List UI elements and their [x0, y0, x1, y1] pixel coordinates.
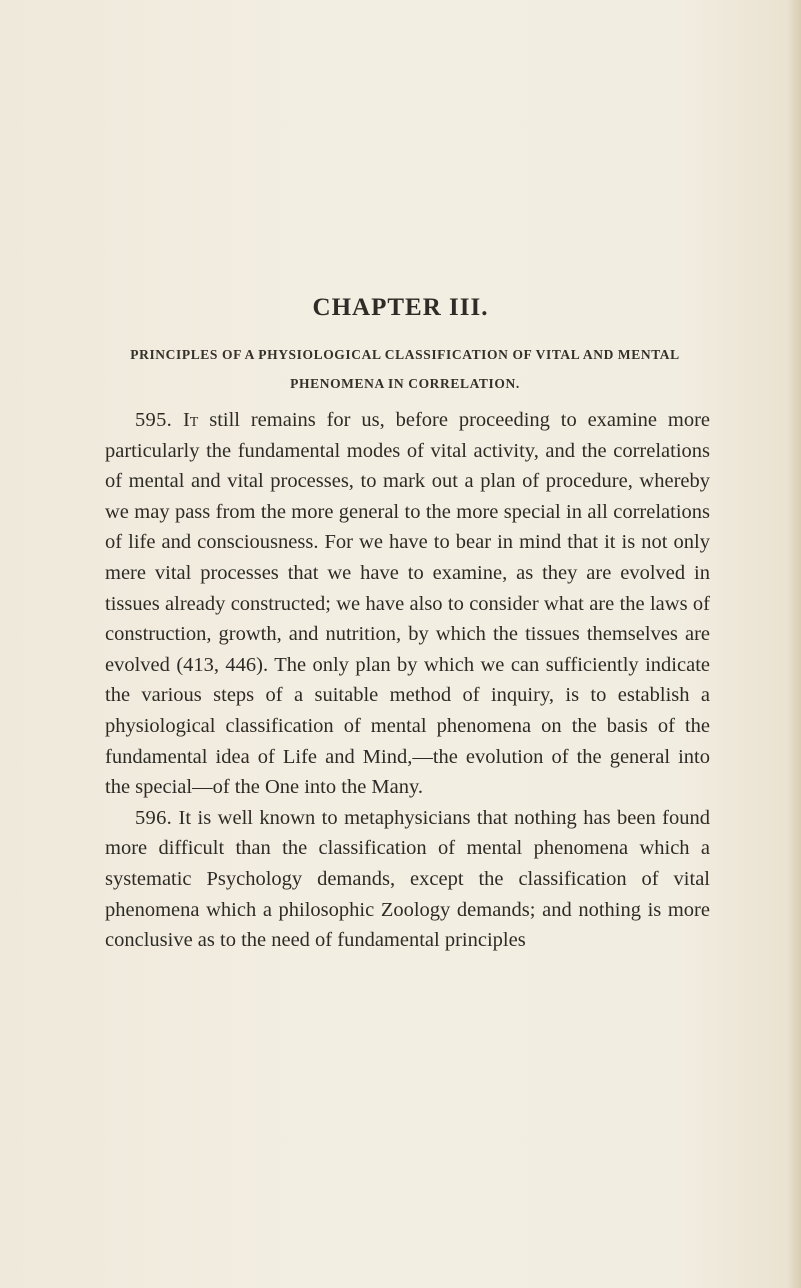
section-heading: PRINCIPLES OF A PHYSIOLOGICAL CLASSIFICATION OF VITAL AND MENTAL PHENOMENA IN CORRELATION.	[130, 347, 680, 391]
paragraph-number: 595.	[135, 409, 173, 431]
page-edge-shadow	[787, 0, 801, 1288]
paragraph-number: 596.	[135, 806, 173, 829]
paragraph-lead-word: It	[182, 409, 199, 431]
paragraph-595	[105, 405, 710, 803]
body-text	[105, 405, 710, 956]
chapter-title: CHAPTER III.	[312, 294, 489, 321]
paragraph-596	[105, 803, 710, 956]
paragraph-text: still remains for us, before proceeding to examine more particularly the fundamental modes of vital activity, and the correlations of mental and vital processes, to mark out a plan of procedure, whereby we may pass from the more general to the more special in all correlations of life and consciousness. For we have to bear in mind that it is not only mere vital processes that we have to examine, as they are evolved in tissues already constructed; we have also to consider what are the laws of construction, growth, and nutrition, by which the tissues themselves are evolved (413, 446). The only plan by which we can sufficiently indicate the various steps of a suitable method of inquiry, is to establish a physiological classification of mental phenomena on the basis of the fundamental idea of Life and Mind,—the evolution of the general into the special—of the One into the Many.	[105, 409, 711, 799]
paragraph-text: It is well known to metaphysicians that nothing has been found more difficult than the classification of mental phenomena which a systematic Psychology demands, except the classification of vital phenomena which a philosophic Zoology demands; and nothing is more conclusive as to the need of fundamental principles	[105, 806, 711, 952]
